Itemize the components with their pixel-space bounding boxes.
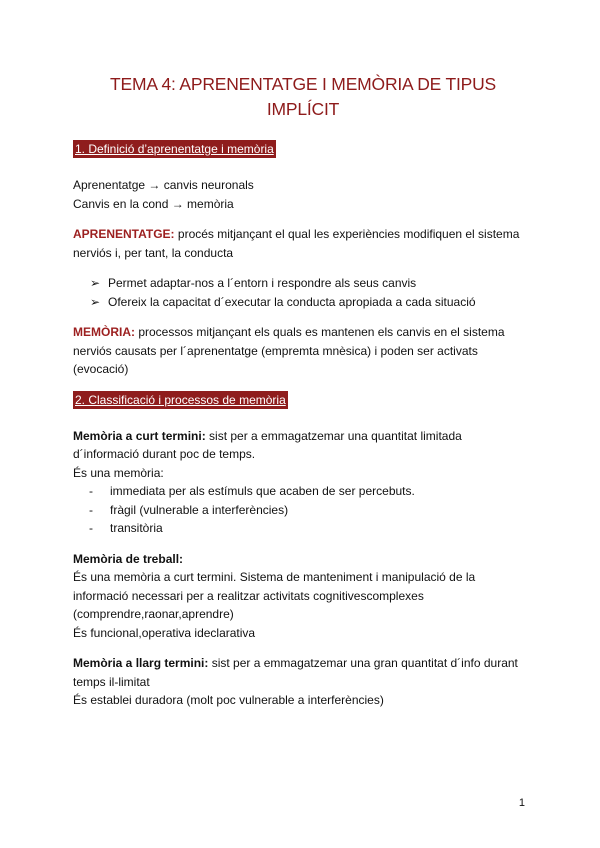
treball-2: informació necessari per a realitzar activitats cognitivescomplexes — [73, 588, 424, 603]
list-item — [89, 482, 533, 501]
document-title — [53, 72, 553, 122]
treball-4: És funcional,operativa ideclarativa — [73, 625, 256, 640]
aprenentatge-def-1: procés mitjançant el qual les experiències modifiquen el sistema — [174, 227, 520, 241]
curt-def-1: sist per a emmagatzemar una quantitat limitada — [205, 428, 462, 443]
list-item-text: fràgil (vulnerable a interferències) — [110, 502, 289, 517]
llarg-def-3: És establei duradora (molt poc vulnerable a interferències) — [73, 693, 384, 707]
aprenentatge-term: APRENENTATGE: — [73, 227, 175, 241]
memoria-def-1: processos mitjançant els quals es mantenen els canvis en el sistema — [135, 325, 505, 339]
curt-def-2: d´informació durant poc de temps. — [73, 447, 256, 461]
dash-bullet-icon: - — [89, 484, 93, 498]
bullet-text: Permet adaptar-nos a l´entorn i respondre als seus canvis — [108, 276, 417, 290]
arrow-bullet-icon: ➢ — [90, 294, 101, 309]
section-2 — [73, 391, 533, 710]
memoria-def-3: (evocació) — [73, 362, 129, 376]
page-number: 1 — [518, 797, 525, 809]
llarg-termini-definition — [73, 654, 533, 673]
list-item — [89, 519, 533, 538]
llarg-termini-term: Memòria a llarg termini: — [73, 656, 209, 670]
title-line-2: IMPLÍCIT — [266, 99, 340, 119]
line-canvis: Canvis en la cond → memòria — [73, 196, 234, 211]
list-item-text: transitòria — [110, 521, 163, 535]
llarg-def-1: sist per a emmagatzemar una gran quantitat d´info durant — [208, 656, 518, 670]
line-aprenentatge: Aprenentatge → canvis neuronals — [73, 178, 254, 192]
section-2-heading: 2. Classificació i processos de memòria — [75, 392, 286, 407]
document-page — [73, 72, 533, 710]
memoria-definition — [73, 323, 533, 342]
memoria-term: MEMÒRIA: — [73, 325, 135, 339]
title-line-1: TEMA 4: APRENENTATGE I MEMÒRIA DE TIPUS — [109, 74, 497, 94]
aprenentatge-bullets — [73, 274, 533, 311]
memoria-def-2: nerviós causats per l´aprenentatge (empremta mnèsica) i poden ser activats — [73, 343, 478, 358]
treball-1: És una memòria a curt termini. Sistema de manteniment i manipulació de la — [73, 570, 476, 584]
curt-termini-list — [73, 482, 533, 538]
arrow-bullet-icon: ➢ — [90, 276, 101, 290]
section-1-heading: 1. Definició d’aprenentatge i memòria — [75, 142, 274, 156]
dash-bullet-icon: - — [89, 521, 93, 535]
bullet-text: Ofereix la capacitat d´executar la conducta apropiada a cada situació — [108, 294, 476, 309]
curt-termini-term: Memòria a curt termini: — [73, 428, 206, 443]
aprenentatge-definition — [73, 225, 533, 244]
treball-3: (comprendre,raonar,aprendre) — [73, 607, 234, 621]
list-item — [89, 501, 533, 520]
aprenentatge-def-2: nerviós i, per tant, la conducta — [73, 245, 234, 260]
treball-term: Memòria de treball: — [73, 551, 184, 566]
curt-termini-definition — [73, 427, 533, 446]
list-item — [90, 293, 533, 312]
llarg-def-2: temps il-limitat — [73, 674, 150, 689]
curt-def-3: És una memòria: — [73, 465, 164, 480]
list-item — [90, 274, 533, 293]
list-item-text: immediata per als estímuls que acaben de ser percebuts. — [110, 484, 415, 498]
section-1 — [73, 140, 533, 379]
dash-bullet-icon: - — [89, 502, 93, 517]
